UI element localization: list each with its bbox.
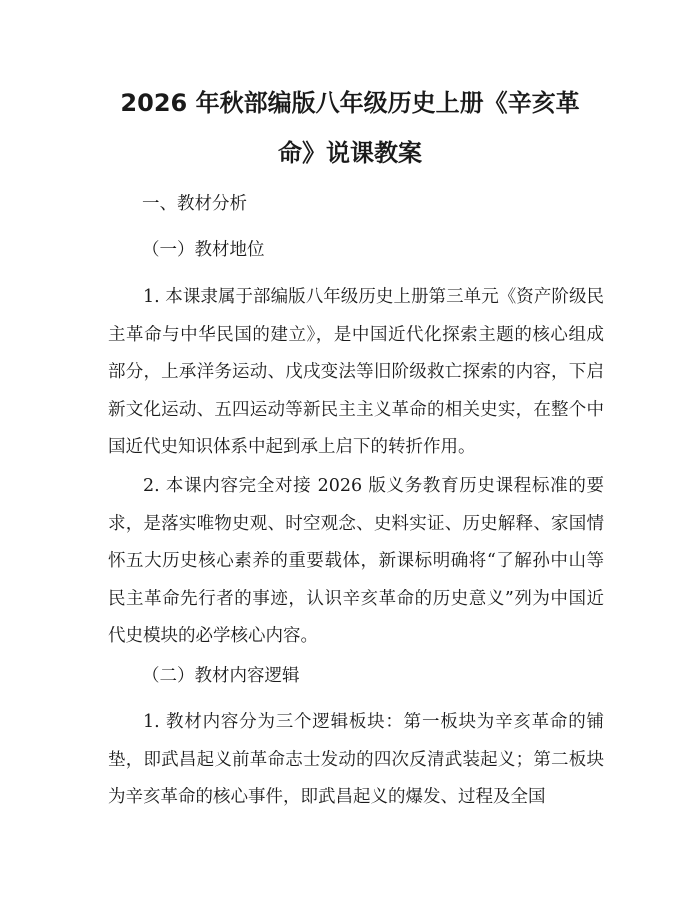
section-heading-textbook-analysis: 一、教材分析	[142, 194, 247, 214]
paragraph-2: 2. 本课内容完全对接 2026 版义务教育历史课程标准的要求，是落实唯物史观、时空观念、史料实证、历史解释、家国情怀五大历史核心素养的重要载体，新课标明确将“了解孙中山等民主革命先行者的事迹，认识辛亥革命的历史意义”列为中国近代史模块的必学核心内容。	[108, 476, 604, 646]
subsection-heading-textbook-status: （一）教材地位	[142, 240, 265, 260]
paragraph-1: 1. 本课隶属于部编版八年级历史上册第三单元《资产阶级民主革命与中华民国的建立》，是中国近代化探索主题的核心组成部分，上承洋务运动、戊戌变法等旧阶级救亡探索的内容，下启新文化运动、五四运动等新民主主义革命的相关史实，在整个中国近代史知识体系中起到承上启下的转折作用。	[108, 287, 604, 457]
title-line-1: 2026 年秋部编版八年级历史上册《辛亥革	[120, 89, 580, 117]
subsection-heading-content-logic: （二）教材内容逻辑	[142, 666, 300, 686]
title-line-2: 命》说课教案	[278, 139, 422, 167]
paragraph-3: 1. 教材内容分为三个逻辑板块：第一板块为辛亥革命的铺垫，即武昌起义前革命志士发动的四次反清武装起义；第二板块为辛亥革命的核心事件，即武昌起义的爆发、过程及全国	[108, 712, 604, 807]
document-title	[108, 78, 592, 178]
